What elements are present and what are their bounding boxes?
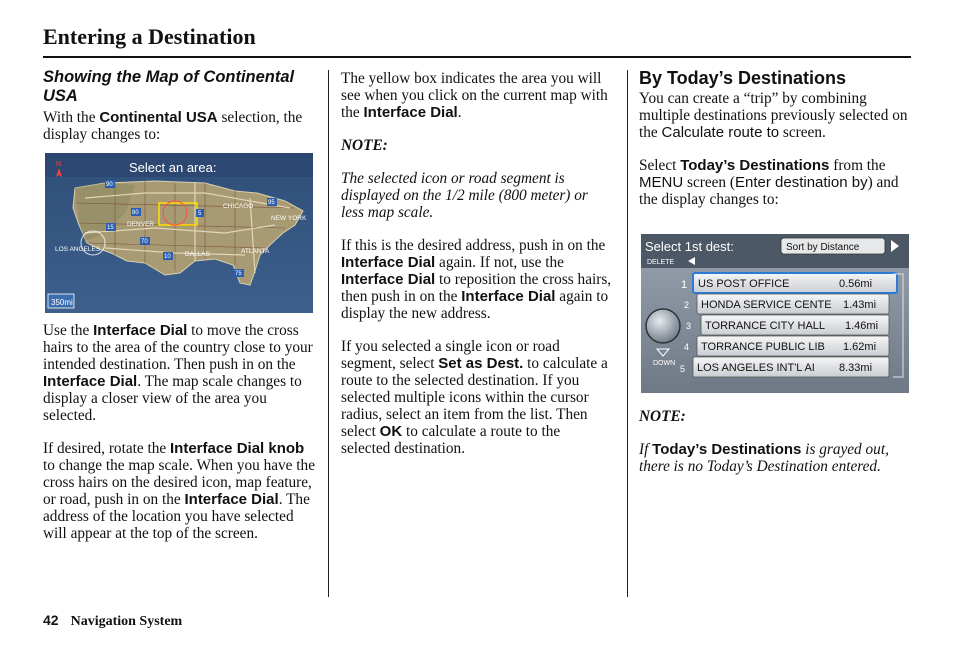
paragraph: The yellow box indicates the area you will see when you click on the current map with the Interface Dial.	[341, 70, 608, 121]
column-divider	[627, 70, 628, 597]
note-text: The selected icon or road segment is displayed on the 1/2 mile (800 meter) or less map scale.	[341, 170, 588, 221]
note-label: NOTE:	[639, 408, 686, 425]
page-number: 42	[43, 612, 59, 628]
svg-text:TORRANCE CITY HALL: TORRANCE CITY HALL	[705, 320, 826, 332]
column-right	[639, 68, 911, 224]
svg-text:75: 75	[235, 271, 242, 277]
svg-text:80: 80	[132, 210, 139, 216]
section-heading: Showing the Map of Continental USA	[43, 68, 295, 105]
svg-text:TORRANCE PUBLIC LIB: TORRANCE PUBLIC LIB	[701, 341, 825, 353]
svg-text:95: 95	[268, 200, 275, 206]
svg-text:8.33mi: 8.33mi	[839, 362, 873, 374]
paragraph: Use the Interface Dial to move the cross hairs to the area of the country close to your intended destination. Then push in on the Interface Dial. The map scale changes to display a closer view of the area you selected.	[43, 322, 313, 424]
delete-label[interactable]: DELETE	[647, 259, 675, 266]
column-middle	[341, 70, 613, 473]
svg-text:0.56mi: 0.56mi	[839, 278, 873, 290]
list-row[interactable]	[680, 357, 889, 377]
svg-text:LOS ANGELES: LOS ANGELES	[55, 246, 101, 253]
paragraph: With the Continental USA selection, the display changes to:	[43, 109, 303, 143]
map-scale: 350mi	[51, 298, 73, 307]
continental-usa-map-screenshot	[45, 153, 313, 313]
svg-text:70: 70	[141, 239, 148, 245]
interface-dial-icon	[646, 309, 680, 343]
screen-title: Select 1st dest:	[645, 239, 734, 254]
map-title: Select an area:	[129, 160, 217, 175]
section-heading: By Today’s Destinations	[639, 68, 847, 88]
svg-text:LOS ANGELES INT'L AI: LOS ANGELES INT'L AI	[697, 362, 815, 374]
list-row[interactable]	[681, 273, 897, 293]
todays-destinations-screenshot	[641, 234, 909, 393]
svg-text:ATLANTA: ATLANTA	[241, 248, 270, 255]
svg-text:Sort by Distance: Sort by Distance	[786, 242, 860, 253]
svg-text:15: 15	[107, 225, 114, 231]
svg-text:1.46mi: 1.46mi	[845, 320, 879, 332]
svg-text:1: 1	[681, 279, 688, 291]
svg-text:2: 2	[684, 300, 690, 310]
list-row[interactable]	[684, 294, 889, 314]
svg-text:10: 10	[164, 254, 171, 260]
paragraph: Select Today’s Destinations from the MENU screen (Enter destination by) and the display changes to:	[639, 157, 899, 208]
note-label: NOTE:	[341, 137, 388, 154]
svg-text:DENVER: DENVER	[127, 221, 155, 228]
paragraph: If desired, rotate the Interface Dial knob to change the map scale. When you have the cross hairs on the desired icon, map feature, or road, push in on the Interface Dial. The address of the location you have selected will appear at the top of the screen.	[43, 440, 315, 542]
svg-text:DALLAS: DALLAS	[185, 251, 210, 258]
list-row[interactable]	[686, 315, 889, 335]
paragraph: If you selected a single icon or road segment, select Set as Dest. to calculate a route to the selected destination. If you selected multiple icons within the cursor radius, select an item from the list. Then select OK to calculate a route to the selected destination.	[341, 338, 608, 457]
svg-text:NEW YORK: NEW YORK	[271, 215, 307, 222]
svg-text:5: 5	[198, 211, 202, 217]
svg-text:1.62mi: 1.62mi	[843, 341, 877, 353]
paragraph: You can create a “trip” by combining multiple destinations previously selected on the Calculate route to screen.	[639, 90, 908, 141]
page-title: Entering a Destination	[43, 24, 256, 49]
title-divider	[43, 56, 911, 58]
paragraph: If this is the desired address, push in on the Interface Dial again. If not, use the Interface Dial to reposition the cross hairs, then push in on the Interface Dial again to display the new address.	[341, 237, 612, 322]
svg-text:HONDA SERVICE CENTE: HONDA SERVICE CENTE	[701, 299, 832, 311]
svg-text:3: 3	[686, 321, 692, 331]
column-left-lower	[43, 322, 315, 558]
svg-text:90: 90	[106, 182, 113, 188]
note-text: If Today’s Destinations is grayed out, there is no Today’s Destination entered.	[639, 441, 889, 475]
svg-text:1.43mi: 1.43mi	[843, 299, 877, 311]
svg-text:4: 4	[684, 342, 690, 352]
svg-text:N: N	[56, 161, 62, 168]
svg-text:US POST OFFICE: US POST OFFICE	[698, 278, 790, 290]
footer-section: Navigation System	[70, 614, 183, 629]
note-block	[639, 408, 911, 491]
svg-text:5: 5	[680, 364, 686, 374]
page-footer	[43, 612, 182, 630]
svg-text:CHICAGO: CHICAGO	[223, 203, 254, 210]
column-divider	[328, 70, 329, 597]
list-row[interactable]	[684, 336, 889, 356]
column-left	[43, 68, 315, 159]
svg-text:DOWN: DOWN	[653, 360, 676, 367]
